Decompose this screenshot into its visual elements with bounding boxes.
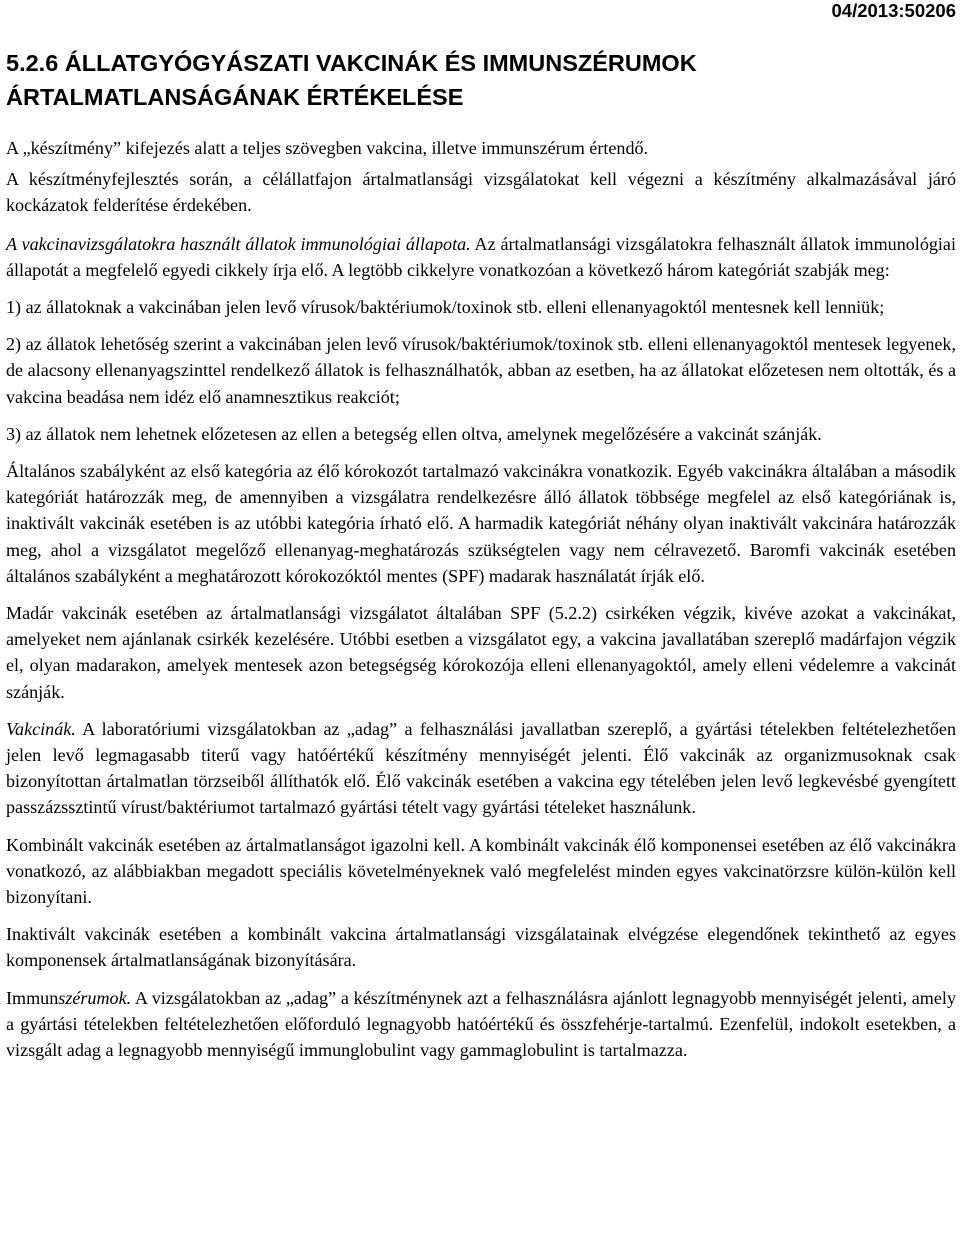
immunological-status-title: A vakcinavizsgálatokra használt állatok immunológiai állapota.	[6, 233, 471, 254]
heading-line-1: 5.2.6 ÁLLATGYÓGYÁSZATI VAKCINÁK ÉS IMMUNSZÉRUMOK	[6, 50, 697, 76]
paragraph-development: A készítményfejlesztés során, a célállatfajon ártalmatlansági vizsgálatokat kell végezni a készítmény alkalmazásával járó kockázatok felderítése érdekében.	[6, 169, 956, 216]
paragraph-general-rule: Általános szabályként az első kategória az élő kórokozót tartalmazó vakcinákra vonatkozik. Egyéb vakcinákra általában a második kategóriát határozzák meg, de amennyiben a vizsgálatra rendelkezésre álló állatok többsége megfelel az első kategóriának is, inaktivált vakcinák esetében is az utóbbi kategória írható elő. A harmadik kategóriát néhány olyan inaktivált vakcinára határozzák meg, ahol a vizsgálatot megelőző ellenanyag-meghatározás szükségtelen vagy nem célravezető. Baromfi vakcinák esetében általános szabályként a meghatározott kórokozóktól mentes (SPF) madarak használatát írják elő.	[6, 461, 956, 586]
document-id: 04/2013:50206	[831, 0, 956, 21]
paragraph-inactivated-vaccines: Inaktivált vakcinák esetében a kombinált vakcina ártalmatlansági vizsgálatainak elvégzése elegendőnek tekinthető az egyes komponensek ártalmatlanságának bizonyítására.	[6, 924, 956, 971]
vaccines-text: A laboratóriumi vizsgálatokban az „adag” a felhasználási javallatban szereplő, a gyártási tételekben feltételezhetően jelen levő legmagasabb titerű vagy hatóértékű készítmény mennyiségét jelenti. Élő vakcinák az organizmusoknak csak bizonyítottan ártalmatlan törzseiből állíthatók elő. Élő vakcinák esetében a vakcina egy tételében jelen levő legkevésbé gyengített passzázssztintű vírust/baktériumot tartalmazó gyártási tételt vagy gyártási tételeket használunk.	[6, 718, 956, 818]
document-body	[6, 135, 956, 1074]
section-heading	[6, 46, 958, 114]
list-item-category-1: 1) az állatoknak a vakcinában jelen levő vírusok/baktériumok/toxinok stb. elleni ellenanyagoktól mentesnek kell lenniük;	[6, 297, 885, 318]
vaccines-title: Vakcinák.	[6, 718, 76, 739]
paragraph-immunological-status	[6, 231, 956, 283]
paragraph-combined-vaccines: Kombinált vakcinák esetében az ártalmatlanságot igazolni kell. A kombinált vakcinák élő komponensei esetében az élő vakcinákra vonatkozó, az alábbiakban megadott speciális követelményeknek való megfelelést minden egyes vakcinatörzsre külön-külön kell bizonyítani.	[6, 834, 956, 908]
immunosera-text: A vizsgálatokban az „adag” a készítménynek azt a felhasználásra ajánlott legnagyobb mennyiségét jelenti, amely a gyártási tételekben feltételezhetően előforduló legnagyobb hatóértékű és összfehérje-tartalmú. Ezenfelül, indokolt esetekben, a vizsgált adag a legnagyobb mennyiségű immunglobulint vagy gammaglobulint is tartalmazza.	[6, 987, 956, 1061]
immunosera-title-italic: szérumok.	[58, 987, 132, 1008]
immunological-status-text: Az ártalmatlansági vizsgálatokra felhasznált állatok immunológiai állapotát a megfelelő egyedi cikkely írja elő. A legtöbb cikkelyre vonatkozóan a következő három kategóriát szabják meg:	[6, 233, 956, 280]
paragraph-vaccines	[6, 716, 956, 821]
paragraph-avian-vaccines: Madár vakcinák esetében az ártalmatlansági vizsgálatot általában SPF (5.2.2) csirkéken végzik, kivéve azokat a vakcinákat, amelyeket nem ajánlanak csirkék kezelésére. Utóbbi esetben a vizsgálatot egy, a vakcina javallatában szereplő madárfajon végzik el, olyan madarakon, amelyek mentesek azon betegségség kórokozója elleni ellenanyagoktól, amely elleni védelemre a vakcinát szánják.	[6, 603, 956, 702]
paragraph-immunosera	[6, 985, 956, 1064]
paragraph-definition: A „készítmény” kifejezés alatt a teljes szövegben vakcina, illetve immunszérum értendő.	[6, 138, 649, 158]
list-item-category-2: 2) az állatok lehetőség szerint a vakcinában jelen levő vírusok/baktériumok/toxinok stb. elleni ellenanyagoktól mentesek legyenek, de alacsony ellenanyagszinttel rendelkező állatok is felhasználhatók, abban az esetben, ha az állatokat előzetesen nem oltották, és a vakcina beadása nem idéz elő anamnesztikus reakciót;	[6, 334, 956, 407]
heading-line-2: ÁRTALMATLANSÁGÁNAK ÉRTÉKELÉSE	[6, 84, 464, 110]
immunosera-title-prefix: Immun	[6, 987, 59, 1008]
list-item-category-3: 3) az állatok nem lehetnek előzetesen az ellen a betegség ellen oltva, amelynek megelőzésére a vakcinát szánják.	[6, 423, 822, 444]
